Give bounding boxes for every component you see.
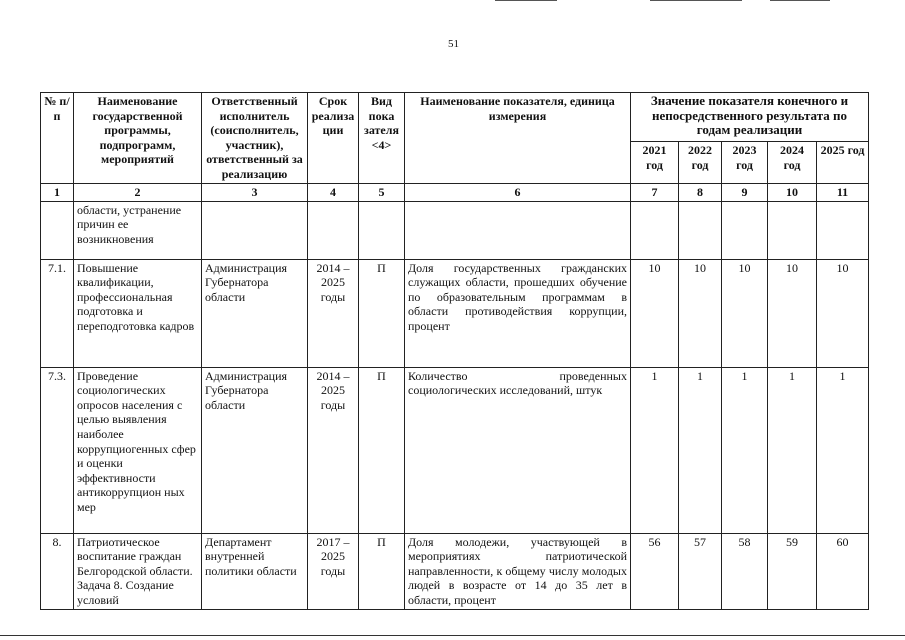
table-row	[41, 201, 869, 259]
bottom-rule	[0, 635, 905, 636]
row-value	[817, 201, 869, 259]
header-kind: Вид пока зателя <4>	[359, 93, 405, 184]
col-number: 4	[308, 183, 359, 201]
row-kind: П	[359, 533, 405, 609]
col-number: 8	[679, 183, 722, 201]
col-number: 11	[817, 183, 869, 201]
row-value: 1	[722, 367, 768, 533]
header-year: 2025 год	[817, 142, 869, 183]
row-value	[722, 201, 768, 259]
row-num	[41, 201, 74, 259]
header-program: Наименование государственной программы, подпрограмм, мероприятий	[74, 93, 202, 184]
row-executor	[202, 201, 308, 259]
header-num: № п/п	[41, 93, 74, 184]
header-executor: Ответственный исполнитель (соисполнитель, участник), ответственный за реализацию	[202, 93, 308, 184]
row-name: области, устранение причин ее возникновения	[74, 201, 202, 259]
top-rule	[770, 0, 830, 1]
row-value: 1	[817, 367, 869, 533]
row-value: 10	[631, 259, 679, 367]
row-value	[679, 201, 722, 259]
top-rule	[495, 0, 557, 1]
row-value: 10	[768, 259, 817, 367]
row-name: Повышение квалификации, профессиональная подготовка и переподготовка кадров	[74, 259, 202, 367]
header-year: 2022 год	[679, 142, 722, 183]
row-indicator: Количество проведенных социологических исследований, штук	[405, 367, 631, 533]
row-num: 7.1.	[41, 259, 74, 367]
indicator-table	[40, 92, 869, 610]
row-executor: Администрация Губернатора области	[202, 259, 308, 367]
header-indicator: Наименование показателя, единица измерения	[405, 93, 631, 184]
table-row	[41, 367, 869, 533]
row-value: 10	[722, 259, 768, 367]
row-value: 1	[631, 367, 679, 533]
header-year: 2024 год	[768, 142, 817, 183]
row-value: 58	[722, 533, 768, 609]
row-kind	[359, 201, 405, 259]
row-value: 1	[679, 367, 722, 533]
header-term: Срок реализа ции	[308, 93, 359, 184]
header-row	[41, 93, 869, 142]
col-number: 5	[359, 183, 405, 201]
col-number: 6	[405, 183, 631, 201]
row-kind: П	[359, 367, 405, 533]
row-value	[631, 201, 679, 259]
row-value: 57	[679, 533, 722, 609]
top-rule	[650, 0, 742, 1]
row-name: Проведение социологических опросов населения с целью выявления наиболее коррупциогенных сфер и оценки эффективности антикоррупцион ных мер	[74, 367, 202, 533]
table-row	[41, 533, 869, 609]
col-number: 7	[631, 183, 679, 201]
row-executor: Администрация Губернатора области	[202, 367, 308, 533]
row-executor: Департамент внутренней политики области	[202, 533, 308, 609]
row-value: 59	[768, 533, 817, 609]
column-numbers-row	[41, 183, 869, 201]
row-term: 2017 – 2025 годы	[308, 533, 359, 609]
row-num: 8.	[41, 533, 74, 609]
row-term: 2014 – 2025 годы	[308, 367, 359, 533]
row-indicator: Доля молодежи, участвующей в мероприятиях патриотической направленности, к общему числу молодых людей в возрасте от 14 до 35 лет в области, процент	[405, 533, 631, 609]
row-indicator	[405, 201, 631, 259]
row-kind: П	[359, 259, 405, 367]
col-number: 1	[41, 183, 74, 201]
row-term	[308, 201, 359, 259]
row-term: 2014 – 2025 годы	[308, 259, 359, 367]
row-value: 56	[631, 533, 679, 609]
table-row	[41, 259, 869, 367]
col-number: 2	[74, 183, 202, 201]
row-value: 60	[817, 533, 869, 609]
col-number: 3	[202, 183, 308, 201]
row-value: 1	[768, 367, 817, 533]
row-num: 7.3.	[41, 367, 74, 533]
row-name: Патриотическое воспитание граждан Белгородской области. Задача 8. Создание условий	[74, 533, 202, 609]
col-number: 10	[768, 183, 817, 201]
header-values-group: Значение показателя конечного и непосредственного результата по годам реализации	[631, 93, 869, 142]
row-indicator: Доля государственных гражданских служащих области, прошедших обучение по образовательным программам в области противодействия коррупции, процент	[405, 259, 631, 367]
row-value: 10	[679, 259, 722, 367]
header-year: 2021 год	[631, 142, 679, 183]
header-year: 2023 год	[722, 142, 768, 183]
col-number: 9	[722, 183, 768, 201]
row-value	[768, 201, 817, 259]
row-value: 10	[817, 259, 869, 367]
page-number: 51	[448, 38, 459, 50]
